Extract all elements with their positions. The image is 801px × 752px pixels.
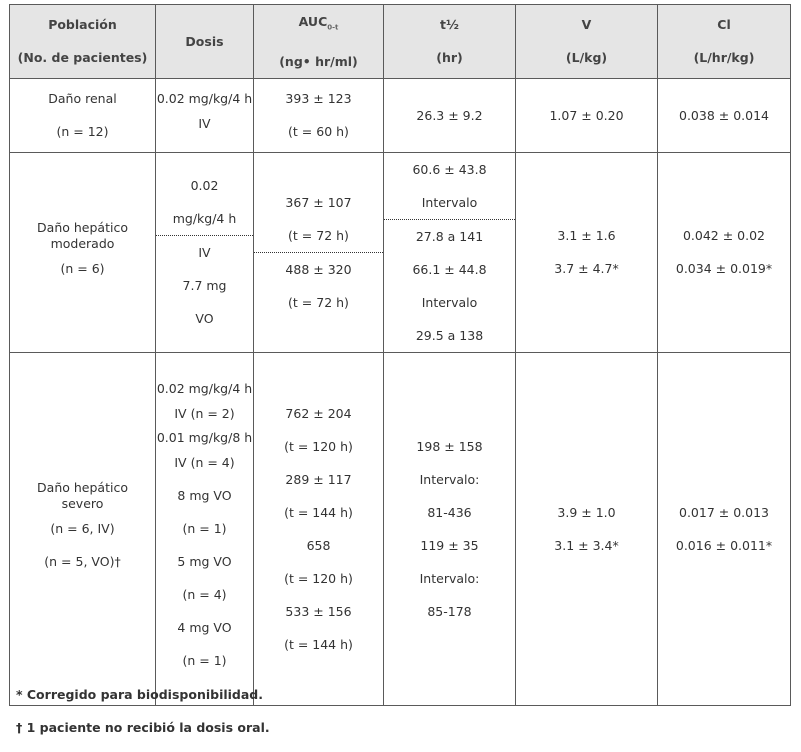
cell-line: 0.02 mg/kg/4 h [156,91,253,106]
cell-line: 3.1 ± 1.6 [557,228,616,243]
header-poblacion [10,5,156,79]
header-v [516,5,658,79]
footnotes [16,686,270,752]
cell-line: 3.1 ± 3.4* [554,537,619,553]
cell-line: IV [198,116,211,131]
cell-line: (n = 6, IV) [50,520,115,536]
cell-line: VO [195,311,214,326]
cell-line: (n = 4) [182,586,227,602]
table-row [10,352,791,705]
cell-line: 7.7 mg [182,278,227,293]
cell-line: t½ [440,17,459,33]
cell-line: (n = 6) [60,260,105,276]
header-cl [658,5,791,79]
cell-line: 5 mg VO [177,553,232,569]
cell-line: 533 ± 156 [285,603,352,619]
cell-line: IV (n = 4) [174,454,235,470]
table-header-row [10,5,791,79]
cell-dosis [156,152,254,352]
cell-line: 1.07 ± 0.20 [549,107,624,123]
cell-line: 85-178 [427,603,472,619]
cell-line: 393 ± 123 [285,91,352,106]
cell-line: Daño hepático moderado [37,219,128,251]
cell-line: 60.6 ± 43.8 [412,161,487,177]
cell-line: 8 mg VO [177,487,232,503]
cell-auc [254,78,384,152]
cell-line: (ng• hr/ml) [279,53,358,69]
cell-poblacion [10,152,156,352]
cell-cl [658,78,791,152]
cell-line: 488 ± 320 [254,252,383,286]
cell-line: (t = 60 h) [288,124,349,139]
cell-line: (n = 5, VO)† [44,553,121,569]
cell-dosis [156,352,254,705]
footnote-oral-dose: † 1 paciente no recibió la dosis oral. [16,720,270,735]
cell-line: (t = 72 h) [288,227,349,243]
footnote-bioavailability: * Corregido para biodisponibilidad. [16,687,264,702]
cell-line: 4 mg VO [177,619,232,635]
cell-line: 3.7 ± 4.7* [554,261,619,276]
cell-poblacion [10,78,156,152]
cell-line: 0.02 mg/kg/4 h [156,380,253,396]
cell-line: Población [48,17,117,33]
cell-line: Cl [717,17,731,33]
cell-line: 0.01 mg/kg/8 h [156,429,253,445]
cell-line: 658 [306,537,331,553]
cell-line: mg/kg/4 h [172,211,237,226]
cell-line: Intervalo: [419,471,480,487]
cell-line: (n = 1) [182,520,227,536]
cell-line: 119 ± 35 [420,537,479,553]
header-dosis: Dosis [156,5,254,79]
cell-line: (No. de pacientes) [17,50,148,66]
cell-line: 0.017 ± 0.013 [679,504,769,520]
header-auc [254,5,384,79]
header-thalf [384,5,516,79]
cell-line: 27.8 a 141 [384,219,515,253]
cell-line: Daño renal [48,91,117,106]
table-row [10,152,791,352]
cell-line: (L/kg) [565,50,608,66]
cell-line: 0.016 ± 0.011* [675,537,773,553]
cell-line: 29.5 a 138 [415,327,484,343]
cell-line: (t = 144 h) [284,636,353,652]
cell-line: IV (n = 2) [174,405,235,421]
cell-dosis [156,78,254,152]
cell-thalf [384,78,516,152]
cell-line: 81-436 [427,504,472,520]
cell-thalf [384,152,516,352]
cell-line: (n = 1) [182,652,227,668]
cell-cl [658,352,791,705]
cell-line: 0.042 ± 0.02 [682,228,766,243]
cell-line: AUC [298,14,328,29]
cell-line: (n = 12) [56,124,109,139]
cell-line: 0.038 ± 0.014 [679,107,769,123]
cell-line: 26.3 ± 9.2 [416,107,483,123]
cell-line: V [581,17,592,33]
cell-v [516,352,658,705]
cell-line: IV [156,235,253,269]
cell-line: Intervalo [421,294,478,310]
table-row [10,78,791,152]
cell-thalf [384,352,516,705]
cell-line: (L/hr/kg) [693,50,755,66]
cell-line: Daño hepático severo [37,479,128,511]
cell-line: Intervalo [421,194,478,210]
cell-cl [658,152,791,352]
cell-line: Intervalo: [419,570,480,586]
cell-poblacion [10,352,156,705]
cell-line: 289 ± 117 [285,471,352,487]
cell-line: 0.02 [190,178,219,193]
cell-line: 66.1 ± 44.8 [412,261,487,277]
cell-line: (t = 120 h) [284,438,353,454]
cell-line: 762 ± 204 [285,405,352,421]
cell-line: 0.034 ± 0.019* [675,261,773,276]
cell-line: 3.9 ± 1.0 [557,504,616,520]
cell-auc [254,152,384,352]
cell-line: 367 ± 107 [285,194,352,210]
cell-v [516,78,658,152]
pharmacokinetics-table [9,4,791,706]
cell-line: (t = 120 h) [284,570,353,586]
cell-line: (t = 144 h) [284,504,353,520]
cell-line: (hr) [436,50,463,66]
cell-line: (t = 72 h) [288,294,349,310]
cell-auc [254,352,384,705]
cell-v [516,152,658,352]
cell-line: 0-t [327,23,339,32]
cell-line: 198 ± 158 [416,438,483,454]
